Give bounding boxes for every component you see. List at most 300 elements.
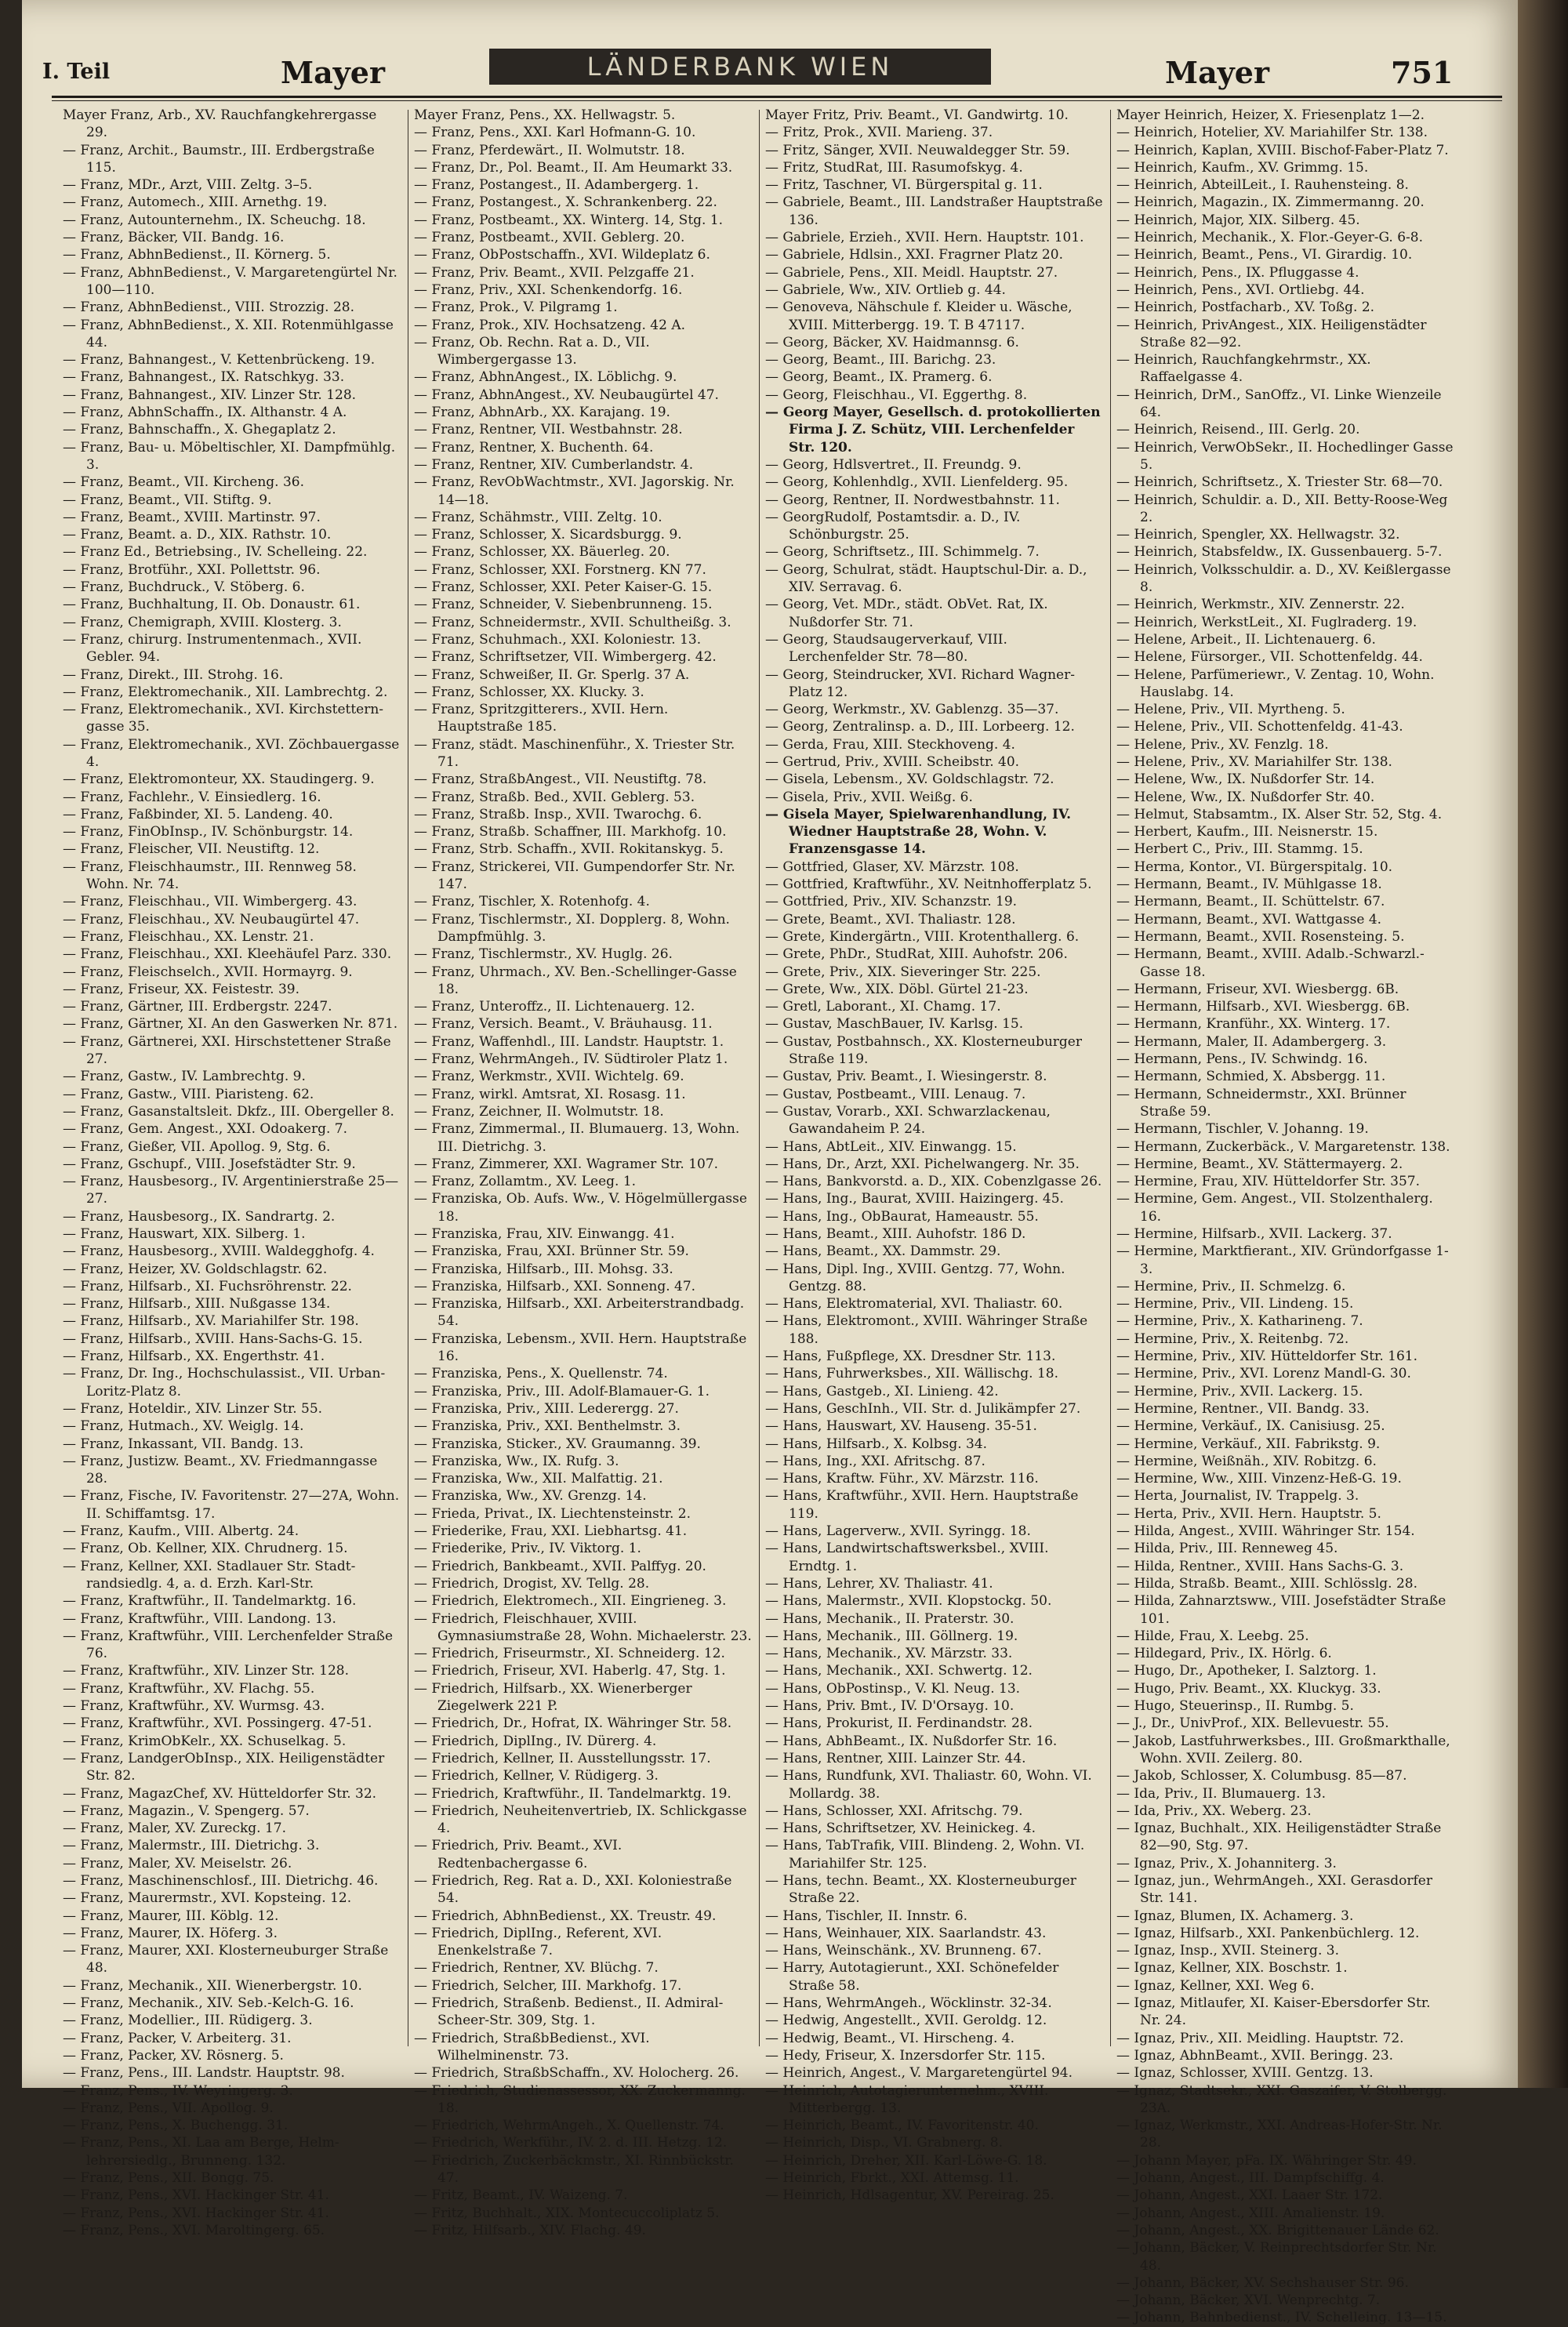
directory-entry: — Hermann, Beamt., XVII. Rosensteing. 5. (1116, 928, 1405, 945)
directory-entry: — Hans, Beamt., XX. Dammstr. 29. (765, 1243, 1001, 1260)
directory-entry: — Hans, Hauswart, XV. Hauseng. 35-51. (765, 1418, 1037, 1435)
directory-entry: — Hedwig, Angestellt., XVII. Geroldg. 12. (765, 2013, 1047, 2029)
directory-entry: — Franz, Zeichner, II. Wolmutstr. 18. (414, 1103, 664, 1120)
directory-entry: — Hans, Weinhauer, XIX. Saarlandstr. 43. (765, 1925, 1047, 1941)
directory-entry: — Franz, Fleischhaumstr., III. Rennweg 58. Wohn. Nr. 74. (63, 859, 357, 893)
directory-entry: — Friedrich, DiplIng., Referent, XVI. Enenkelstraße 7. (414, 1925, 662, 1959)
directory-entry: — Franz, Priv., XXI. Schenkendorfg. 16. (414, 281, 683, 298)
directory-entry: — Franz, AbhnArb., XX. Karajang. 19. (414, 405, 670, 421)
directory-entry: — Hermine, Beamt., XV. Stättermayerg. 2. (1116, 1156, 1403, 1172)
directory-entry: — Friedrich, Studienassessor, XX. Zuckermanng. 18. (414, 2082, 746, 2116)
directory-entry: — Franz, Pens., IV. Weyringerg. 3. (63, 2082, 293, 2099)
directory-entry: — Georg, Fleischhau., VI. Eggerthg. 8. (765, 387, 1028, 403)
directory-entry: — Franz, Bahnangest., V. Kettenbrückeng. 19. (63, 352, 376, 368)
directory-entry: — Friedrich, Friseurmstr., XI. Schneiderg. 12. (414, 1646, 725, 1662)
column-3 (765, 107, 1104, 2204)
directory-entry: — Hans, Malermstr., XVII. Klopstockg. 50. (765, 1593, 1052, 1610)
directory-entry: — Harry, Autotagierunt., XXI. Schönefelder Straße 58. (765, 1960, 1059, 1994)
directory-entry: — Hans, Beamt., XIII. Auhofstr. 186 D. (765, 1226, 1026, 1242)
directory-entry: — Heinrich, Beamt., IV. Favoritenstr. 40. (765, 2118, 1039, 2134)
directory-entry: — Friedrich, Kellner, V. Rüdigerg. 3. (414, 1768, 659, 1784)
running-head-right: Mayer (1165, 55, 1269, 90)
directory-entry: — Hans, GeschInh., VII. Str. d. Julikämpfer 27. (765, 1400, 1081, 1417)
directory-entry: — Franz, Pens., XVI. Maroltingerg. 65. (63, 2222, 325, 2238)
directory-entry: — Franz, Brotführ., XXI. Pollettstr. 96. (63, 561, 321, 578)
directory-entry: — Franz, Waffenhdl., III. Landstr. Hauptstr. 1. (414, 1033, 724, 1050)
directory-entry: — Hermine, Priv., X. Katharineng. 7. (1116, 1313, 1363, 1330)
directory-entry: — Hans, Elektromont., XVIII. Währinger Straße 188. (765, 1313, 1088, 1347)
directory-entry: — Ignaz, Priv., XII. Meidling. Hauptstr. 72. (1116, 2030, 1404, 2046)
directory-entry: — Gabriele, Hdlsin., XXI. Fragrner Platz 20. (765, 247, 1063, 263)
directory-entry: — Franz, Spritzgitterers., XVII. Hern. Hauptstraße 185. (414, 702, 669, 735)
directory-entry: Mayer Franz, Pens., XX. Hellwagstr. 5. (414, 107, 676, 123)
directory-entry: — Franz, Pens., XXI. Karl Hofmann-G. 10. (414, 125, 696, 141)
directory-entry: — Franz, Modellier., III. Rüdigerg. 3. (63, 2013, 313, 2029)
directory-entry: — Helene, Priv., XV. Fenzlg. 18. (1116, 736, 1329, 753)
directory-entry: — Franz, Kraftwführ., XV. Wurmsg. 43. (63, 1698, 325, 1715)
directory-entry: — Franz, Rentner, X. Buchenth. 64. (414, 439, 654, 456)
directory-entry: — Helene, Priv., XV. Mariahilfer Str. 138. (1116, 753, 1392, 770)
directory-entry: — Hans, TabTrafik, VIII. Blindeng. 2, Wohn. VI. Mariahilfer Str. 125. (765, 1838, 1085, 1871)
directory-entry: — Hans, techn. Beamt., XX. Klosterneuburger Straße 22. (765, 1872, 1076, 1907)
directory-entry: — Franz, Malermstr., III. Dietrichg. 3. (63, 1838, 320, 1854)
directory-entry: — Franz, Maschinenschlosf., III. Dietrichg. 46. (63, 1872, 379, 1889)
directory-entry: — Franz, Hausbesorg., IV. Argentinierstraße 25—27. (63, 1174, 399, 1207)
directory-entry: — Gottfried, Glaser, XV. Märzstr. 108. (765, 859, 1019, 875)
directory-entry: — Franz Ed., Betriebsing., IV. Schelleing. 22. (63, 544, 368, 561)
directory-entry: — Friedrich, StraßbSchaffn., XV. Holocherg. 26. (414, 2065, 739, 2082)
header-rule-thin (52, 100, 1502, 101)
directory-entry: — Friedrich, Dr., Hofrat, IX. Währinger Str. 58. (414, 1715, 732, 1732)
directory-entry: — Hermine, Priv., II. Schmelzg. 6. (1116, 1278, 1346, 1294)
directory-entry: — Ignaz, jun., WehrmAngeh., XXI. Gerasdorfer Str. 141. (1116, 1872, 1432, 1907)
directory-entry: — Helene, Parfümeriewr., V. Zentag. 10, Wohn. Hauslabg. 14. (1116, 666, 1435, 700)
directory-entry: — Franz, Archit., Baumstr., III. Erdbergstraße 115. (63, 142, 375, 176)
directory-entry: — Franz, Kraftwführ., XVI. Possingerg. 47-51. (63, 1715, 372, 1732)
directory-entry: — Gustav, MaschBauer, IV. Karlsg. 15. (765, 1016, 1024, 1033)
directory-entry: — Friedrich, Elektromech., XII. Eingrieneg. 3. (414, 1593, 727, 1610)
directory-entry: — Franz, Beamt., VII. Kircheng. 36. (63, 474, 305, 491)
directory-entry: — Franz, Gärtner, III. Erdbergstr. 2247. (63, 999, 332, 1015)
directory-entry: — Ignaz, Schlosser, XVIII. Gentzg. 13. (1116, 2065, 1374, 2082)
directory-entry: — Franz, Mechanik., XIV. Seb.-Kelch-G. 16. (63, 1995, 354, 2012)
directory-entry: — Franz, Maler, XV. Zureckg. 17. (63, 1821, 286, 1837)
directory-entry: — Heinrich, Schriftsetz., X. Triester Str. 68—70. (1116, 474, 1443, 491)
directory-entry: — Heinrich, Kaplan, XVIII. Bischof-Faber-Platz 7. (1116, 142, 1449, 158)
directory-entry: — Franz, Beamt., VII. Stiftg. 9. (63, 492, 272, 508)
directory-entry: — Franziska, Sticker., XV. Graumanng. 39. (414, 1436, 701, 1452)
directory-entry: — Franz, Tischlermstr., XI. Dopplerg. 8, Wohn. Dampfmühlg. 3. (414, 911, 730, 945)
directory-entry: — Franz, Straßb. Insp., XVII. Twarochg. 6. (414, 806, 702, 822)
directory-entry: — Franz, Ob. Kellner, XIX. Chrudnerg. 15. (63, 1541, 348, 1557)
directory-entry: — Gustav, Vorarb., XXI. Schwarzlackenau, Gawandaheim P. 24. (765, 1103, 1051, 1138)
directory-entry: — Franziska, Frau, XXI. Brünner Str. 59. (414, 1243, 689, 1260)
directory-entry: — Grete, Priv., XIX. Sieveringer Str. 225. (765, 964, 1041, 980)
directory-entry: — Gustav, Priv. Beamt., I. Wiesingerstr. 8. (765, 1069, 1047, 1085)
directory-entry: — Franz, Kraftwführ., II. Tandelmarktg. 16. (63, 1593, 357, 1610)
directory-entry: — Franz, Pens., VII. Apollog. 9. (63, 2100, 274, 2116)
directory-entry: — Herbert C., Priv., III. Stammg. 15. (1116, 841, 1363, 858)
directory-entry: — Hans, Mechanik., XV. Märzstr. 33. (765, 1646, 1013, 1662)
directory-entry: — Hans, Fußpflege, XX. Dresdner Str. 113. (765, 1349, 1056, 1365)
directory-entry: — Franz, Strb. Schaffn., XVII. Rokitanskyg. 5. (414, 841, 724, 858)
directory-entry: — Helene, Ww., IX. Nußdorfer Str. 40. (1116, 789, 1375, 805)
directory-entry: Mayer Fritz, Priv. Beamt., VI. Gandwirtg. 10. (765, 107, 1069, 123)
directory-entry: — Franz, Justizw. Beamt., XV. Friedmanngasse 28. (63, 1453, 378, 1487)
directory-entry: — Georg, Staudsaugerverkauf, VIII. Lerchenfelder Str. 78—80. (765, 631, 1007, 666)
directory-entry: — Franz, wirkl. Amtsrat, XI. Rosasg. 11. (414, 1086, 686, 1102)
directory-entry: — Franz, Hausbesorg., IX. Sandrartg. 2. (63, 1208, 336, 1225)
directory-entry: — Franz, Bahnschaffn., X. Ghegaplatz 2. (63, 422, 336, 438)
directory-entry: — Friedrich, AbhnBedienst., XX. Treustr. 49. (414, 1908, 717, 1924)
directory-entry: — Franz, Straßb. Schaffner, III. Markhofg. 10. (414, 824, 727, 840)
directory-entry: — Franziska, Ww., IX. Rufg. 3. (414, 1453, 619, 1469)
directory-entry: — Hilda, Priv., III. Renneweg 45. (1116, 1541, 1338, 1557)
directory-entry: — Hugo, Dr., Apotheker, I. Salztorg. 1. (1116, 1663, 1377, 1679)
directory-entry: — Franz, Chemigraph, XVIII. Klosterg. 3. (63, 614, 342, 630)
directory-entry: — Franz, Zimmermal., II. Blumauerg. 13, Wohn. III. Dietrichg. 3. (414, 1121, 740, 1155)
directory-entry: Mayer Heinrich, Heizer, X. Friesenplatz 1—2. (1116, 107, 1425, 123)
directory-entry: — Herta, Priv., XVII. Hern. Hauptstr. 5. (1116, 1505, 1381, 1522)
directory-entry: — Georg, Beamt., IX. Pramerg. 6. (765, 369, 993, 386)
directory-entry: — Gottfried, Priv., XIV. Schanzstr. 19. (765, 894, 1018, 910)
directory-entry: — Hans, Ing., Baurat, XVIII. Haizingerg. 45. (765, 1191, 1064, 1207)
directory-entry: — Franz, Tischlermstr., XV. Huglg. 26. (414, 946, 673, 963)
directory-entry: — Hermine, Ww., XIII. Vinzenz-Heß-G. 19. (1116, 1471, 1402, 1487)
directory-entry: — Jakob, Lastfuhrwerksbes., III. Großmarkthalle, Wohn. XVII. Zeilerg. 80. (1116, 1733, 1450, 1766)
directory-entry: — Frieda, Privat., IX. Liechtensteinstr. 2. (414, 1505, 691, 1522)
directory-entry: — Franz, Hilfsarb., XV. Mariahilfer Str. 198. (63, 1313, 359, 1330)
directory-entry: — Hans, Mechanik., III. Göllnerg. 19. (765, 1628, 1018, 1644)
directory-entry: — Franz, Fleischselch., XVII. Hormayrg. 9. (63, 964, 353, 980)
directory-entry: — Franz, Schlosser, X. Sicardsburgg. 9. (414, 527, 682, 543)
directory-entry: — GeorgRudolf, Postamtsdir. a. D., IV. Schönburgstr. 25. (765, 509, 1021, 543)
directory-entry: — Franz, Rentner, VII. Westbahnstr. 28. (414, 422, 683, 438)
directory-entry: — Heinrich, Autotagierunternehm., XVIII. Mitterbergg. 13. (765, 2082, 1049, 2116)
directory-entry: — Franz, Elektromonteur, XX. Staudingerg. 9. (63, 771, 375, 788)
directory-entry: — Franziska, Priv., XXI. Benthelmstr. 3. (414, 1418, 681, 1435)
directory-entry: — Franz, Fachlehr., V. Einsiedlerg. 16. (63, 789, 321, 805)
directory-entry: — Franz, Gastw., VIII. Piaristeng. 62. (63, 1086, 314, 1102)
directory-entry: — Heinrich, Disp., VI. Grabnerg. 8. (765, 2135, 1003, 2151)
directory-entry: — Hans, Kraftwführ., XVII. Hern. Hauptstraße 119. (765, 1488, 1079, 1522)
directory-entry: — Franziska, Priv., III. Adolf-Blamauer-G. 1. (414, 1383, 710, 1399)
directory-entry: — Ida, Priv., II. Blumauerg. 13. (1116, 1785, 1326, 1802)
directory-entry: — Hans, Ing., ObBaurat, Hameaustr. 55. (765, 1208, 1039, 1225)
directory-entry: — Franz, Pens., XVI. Hackinger Str. 41. (63, 2187, 329, 2204)
directory-entry: — Franz, Heizer, XV. Goldschlagstr. 62. (63, 1261, 328, 1277)
directory-entry: — Franz, Kraftwführ., VIII. Lerchenfelder Straße 76. (63, 1628, 394, 1662)
directory-entry: — Franz, Bäcker, VII. Bandg. 16. (63, 230, 285, 246)
directory-entry: — Hans, Schlosser, XXI. Afritschg. 79. (765, 1802, 1023, 1819)
directory-entry: — Helene, Ww., IX. Nußdorfer Str. 14. (1116, 771, 1375, 788)
directory-entry: — Franz, Schlosser, XXI. Forstnerg. KN 77. (414, 561, 706, 578)
directory-entry: — Franz, Tischler, X. Rotenhofg. 4. (414, 894, 650, 910)
directory-entry: — Franz, Fleischhau., XX. Lenstr. 21. (63, 928, 314, 945)
directory-entry: — Franz, Friseur, XX. Feistestr. 39. (63, 981, 299, 997)
directory-entry: — Franz, Fleischer, VII. Neustiftg. 12. (63, 841, 320, 858)
directory-entry: — Georg, Beamt., III. Barichg. 23. (765, 352, 996, 368)
directory-entry: — Hilde, Frau, X. Leebg. 25. (1116, 1628, 1309, 1644)
directory-entry: — Franz, Postbeamt., XVII. Geblerg. 20. (414, 230, 685, 246)
directory-entry: — Ignaz, Stadtsekr., XXI. Gaszaifer, V. Stolbergg. 23A. (1116, 2082, 1447, 2116)
directory-entry: — Hermann, Beamt., XVIII. Adalb.-Schwarzl.-Gasse 18. (1116, 946, 1425, 980)
column-4 (1116, 107, 1455, 2326)
directory-entry: — Heinrich, Beamt., Pens., VI. Girardig. 10. (1116, 247, 1413, 263)
directory-entry: — Helene, Priv., VII. Schottenfeldg. 41-43. (1116, 719, 1403, 735)
directory-entry: — Franz, Postangest., X. Schrankenberg. 22. (414, 194, 717, 211)
directory-entry: — Georg, Schulrat, städt. Hauptschul-Dir. a. D., XIV. Serravag. 6. (765, 561, 1087, 596)
directory-entry: — Hans, Elektromaterial, XVI. Thaliastr. 60. (765, 1296, 1063, 1312)
directory-entry: — Johann, Bäcker, V. Reinprechtsdorfer Str. Nr. 48. (1116, 2240, 1437, 2274)
directory-entry: — Friedrich, Fleischhauer, XVIII. Gymnasiumstraße 28, Wohn. Michaelerstr. 23. (414, 1610, 752, 1644)
directory-entry: — Franziska, Ob. Aufs. Ww., V. Högelmüllergasse 18. (414, 1191, 747, 1225)
directory-entry: — Georg, Hdlsvertret., II. Freundg. 9. (765, 456, 1022, 473)
directory-entry: — Franz, Maurer, III. Köblg. 12. (63, 1908, 279, 1924)
directory-entry: — Johann, Bäcker, XVI. Wenprechtg. 7. (1116, 2293, 1381, 2309)
directory-entry: — Heinrich, Major, XIX. Silberg. 45. (1116, 212, 1360, 228)
directory-entry: — Hugo, Priv. Beamt., XX. Kluckyg. 33. (1116, 1680, 1381, 1697)
directory-entry: — Franz, Elektromechanik., XVI. Zöchbauergasse 4. (63, 736, 400, 770)
directory-entry: — Franz, chirurg. Instrumentenmach., XVII. Gebler. 94. (63, 631, 362, 666)
directory-entry: — Johann, Bahnbedienst., IV. Schelleing. 13—15. (1116, 2310, 1447, 2326)
directory-entry: — Johann, Angest., XIII. Amalienstr. 19. (1116, 2205, 1385, 2221)
directory-entry: — Franziska, Ww., XII. Malfattig. 21. (414, 1471, 663, 1487)
directory-entry: — Hans, Lagerverw., XVII. Syringg. 18. (765, 1523, 1031, 1540)
directory-entry: — Hans, Prokurist, II. Ferdinandstr. 28. (765, 1715, 1033, 1732)
directory-entry: — Hans, AbtLeit., XIV. Einwangg. 15. (765, 1138, 1017, 1155)
directory-entry: — Friedrich, Rentner, XV. Blüchg. 7. (414, 1960, 659, 1977)
directory-entry: — Franz, Schlosser, XX. Bäuerleg. 20. (414, 544, 670, 561)
directory-entry: — Ignaz, Buchhalt., XIX. Heiligenstädter Straße 82—90, Stg. 97. (1116, 1821, 1442, 1854)
directory-entry: — Franz, Bahnangest., IX. Ratschkyg. 33. (63, 369, 345, 386)
directory-entry: — Georg, Vet. MDr., städt. ObVet. Rat, IX. Nußdorfer Str. 71. (765, 597, 1048, 630)
directory-entry: — Hermann, Beamt., II. Schüttelstr. 67. (1116, 894, 1385, 910)
directory-entry: — Ignaz, Kellner, XIX. Boschstr. 1. (1116, 1960, 1348, 1977)
directory-entry: — Hans, ObPostinsp., V. Kl. Neug. 13. (765, 1680, 1021, 1697)
directory-entry: — Franz, RevObWachtmstr., XVI. Jagorskig. Nr. 14—18. (414, 474, 735, 508)
directory-entry: — Franz, Prok., V. Pilgramg 1. (414, 299, 618, 316)
directory-entry: — Friederike, Frau, XXI. Liebhartsg. 41. (414, 1523, 688, 1540)
directory-entry: — Franz, Hilfsarb., XI. Fuchsröhrenstr. 22. (63, 1278, 352, 1294)
directory-entry: — Franz, Zollamtm., XV. Leeg. 1. (414, 1174, 637, 1190)
directory-entry: — Gabriele, Ww., XIV. Ortlieb g. 44. (765, 281, 1006, 298)
directory-entry: — Helmut, Stabsamtm., IX. Alser Str. 52, Stg. 4. (1116, 806, 1443, 822)
directory-entry: — Hans, WehrmAngeh., Wöcklinstr. 32-34. (765, 1995, 1052, 2012)
directory-entry: — Franz, AbhnBedienst., X. XII. Rotenmühlgasse 44. (63, 317, 394, 350)
directory-entry: — Hermine, Weißnäh., XIV. Robitzg. 6. (1116, 1453, 1377, 1469)
directory-entry: — Hermine, Rentner., VII. Bandg. 33. (1116, 1400, 1370, 1417)
directory-entry: — Franz, Kaufm., VIII. Albertg. 24. (63, 1523, 299, 1540)
running-head-left: Mayer (281, 55, 385, 90)
directory-entry: — Franz, LandgerObInsp., XIX. Heiligenstädter Str. 82. (63, 1750, 385, 1784)
directory-entry: — Heinrich, Stabsfeldw., IX. Gussenbauerg. 5-7. (1116, 544, 1443, 561)
directory-entry: — Friedrich, Werkführ., IV. 2. d. III. Hetzg. 12. (414, 2135, 728, 2151)
directory-entry: — Gerda, Frau, XIII. Steckhoveng. 4. (765, 736, 1015, 753)
directory-entry: — Hans, Schriftsetzer, XV. Heinickeg. 4. (765, 1821, 1036, 1837)
directory-entry: — Franziska, Lebensm., XVII. Hern. Hauptstraße 16. (414, 1330, 747, 1365)
directory-entry: — Hermine, Verkäuf., XII. Fabrikstg. 9. (1116, 1436, 1381, 1452)
directory-entry: — Hermann, Beamt., XVI. Wattgasse 4. (1116, 911, 1382, 928)
column-2 (414, 107, 753, 2238)
directory-entry: — Franz, Hutmach., XV. Weiglg. 14. (63, 1418, 304, 1435)
directory-entry: — Heinrich, Volksschuldir. a. D., XV. Keißlergasse 8. (1116, 561, 1451, 596)
directory-entry: — Franz, Gärtner, XI. An den Gaswerken Nr. 871. (63, 1016, 398, 1033)
directory-entry: — Hermann, Zuckerbäck., V. Margaretenstr. 138. (1116, 1138, 1450, 1155)
directory-entry: — Franz, Hausbesorg., XVIII. Waldegghofg. 4. (63, 1243, 375, 1260)
directory-entry: — Franz, Bau- u. Möbeltischler, XI. Dampfmühlg. 3. (63, 439, 396, 473)
directory-entry: — Franz, Gschupf., VIII. Josefstädter Str. 9. (63, 1156, 356, 1172)
directory-entry: — Franz, Packer, V. Arbeiterg. 31. (63, 2030, 292, 2046)
directory-entry: — Franz, KrimObKelr., XX. Schuselkag. 5. (63, 1733, 347, 1749)
directory-entry: — Heinrich, Werkmstr., XIV. Zennerstr. 22. (1116, 597, 1405, 613)
directory-entry: — Heinrich, Angest., V. Margaretengürtel 94. (765, 2065, 1073, 2082)
directory-entry: — Ignaz, Insp., XVII. Steinerg. 3. (1116, 1943, 1339, 1959)
directory-entry: — Ida, Priv., XX. Weberg. 23. (1116, 1802, 1312, 1819)
directory-entry: — Franziska, Hilfsarb., III. Mohsg. 33. (414, 1261, 673, 1277)
directory-entry: — Franz, Pens., XVI. Hackinger Str. 41. (63, 2205, 329, 2221)
directory-entry: — Georg, Bäcker, XV. Haidmannsg. 6. (765, 334, 1019, 350)
directory-entry: — Franz, Buchhaltung, II. Ob. Donaustr. 61. (63, 597, 361, 613)
directory-entry: — Hermann, Maler, II. Adambergerg. 3. (1116, 1033, 1387, 1050)
directory-entry: — Franz, AbhnBedienst., V. Margaretengürtel Nr. 100—110. (63, 264, 397, 298)
directory-entry: — Hermann, Tischler, V. Johanng. 19. (1116, 1121, 1369, 1138)
directory-entry: — Hans, Hilfsarb., X. Kolbsg. 34. (765, 1436, 988, 1452)
directory-entry: — Johann, Angest., XX. Brigittenauer Lände 62. (1116, 2222, 1439, 2238)
directory-entry: — Franz, Elektromechanik., XII. Lambrechtg. 2. (63, 684, 388, 700)
directory-entry: — Franz, Fleischhau., XXI. Kleehäufel Parz. 330. (63, 946, 392, 963)
directory-entry: — Georg, Rentner, II. Nordwestbahnstr. 11. (765, 492, 1060, 508)
directory-entry: — Friedrich, StraßbBedienst., XVI. Wilhelminenstr. 73. (414, 2030, 650, 2064)
directory-entry: — Hermine, Priv., XVI. Lorenz Mandl-G. 30. (1116, 1366, 1411, 1382)
directory-entry: — Franz, Hilfsarb., XIII. Nußgasse 134. (63, 1296, 331, 1312)
directory-entry: — Friedrich, Selcher, III. Markhofg. 17. (414, 1977, 682, 1994)
directory-entry: — Heinrich, Reisend., III. Gerlg. 20. (1116, 422, 1360, 438)
directory-entry: — Heinrich, Mechanik., X. Flor.-Geyer-G. 6-8. (1116, 230, 1424, 246)
directory-entry: — Franz, AbhnSchaffn., IX. Althanstr. 4 A. (63, 405, 347, 421)
directory-entry: — Friedrich, Hilfsarb., XX. Wienerberger Ziegelwerk 221 P. (414, 1680, 692, 1715)
directory-entry: — Franz, Postangest., II. Adambergerg. 1. (414, 177, 699, 194)
directory-entry: — Franz, Gießer, VII. Apollog. 9, Stg. 6. (63, 1138, 331, 1155)
directory-entry: — Franziska, Pens., X. Quellenstr. 74. (414, 1366, 668, 1382)
directory-entry: — Hermann, Schneidermstr., XXI. Brünner Straße 59. (1116, 1086, 1406, 1120)
directory-entry: — Franz, Straßb. Bed., XVII. Geblerg. 53. (414, 789, 695, 805)
directory-entry: — Fritz, Taschner, VI. Bürgerspital g. 11. (765, 177, 1043, 194)
directory-entry: — Franz, Inkassant, VII. Bandg. 13. (63, 1436, 304, 1452)
directory-entry: — Ignaz, AbhnBeamt., XVII. Beringg. 23. (1116, 2047, 1394, 2064)
directory-entry: — Grete, Beamt., XVI. Thaliastr. 128. (765, 911, 1016, 928)
directory-entry: — Hermine, Priv., XIV. Hütteldorfer Str. 161. (1116, 1349, 1417, 1365)
directory-entry: — Franz, Buchdruck., V. Stöberg. 6. (63, 579, 305, 596)
directory-entry: — Heinrich, Hdlsagentur, XV. Pereirag. 25. (765, 2187, 1054, 2204)
directory-entry: — Grete, Ww., XIX. Döbl. Gürtel 21-23. (765, 981, 1029, 997)
directory-entry: — Franz, Gärtnerei, XXI. Hirschstettener Straße 27. (63, 1033, 391, 1068)
column-1 (63, 107, 401, 2238)
column-divider (1110, 110, 1111, 2046)
directory-entry: — Hans, Dr., Arzt, XXI. Pichelwangerg. Nr. 35. (765, 1156, 1080, 1172)
directory-entry: — Johann, Bäcker, XV. Sechshauser Str. 96. (1116, 2274, 1409, 2291)
directory-entry: — Gisela, Priv., XVII. Weißg. 6. (765, 789, 973, 805)
directory-entry: — Gabriele, Erzieh., XVII. Hern. Hauptstr. 101. (765, 230, 1084, 246)
directory-entry: — Hermine, Hilfsarb., XVII. Lackerg. 37. (1116, 1226, 1392, 1242)
directory-entry: — Franz, Elektromechanik., XVI. Kirchstettern-gasse 35. (63, 702, 384, 735)
directory-entry: — Gustav, Postbeamt., VIII. Lenaug. 7. (765, 1086, 1026, 1102)
directory-entry: — Friedrich, Drogist, XV. Tellg. 28. (414, 1575, 650, 1592)
directory-entry: — Franziska, Priv., XIII. Lederergg. 27. (414, 1400, 679, 1417)
directory-entry: — Georg Mayer, Gesellsch. d. protokollierten Firma J. Z. Schütz, VIII. Lerchenfelder Str. 120. (765, 405, 1101, 456)
directory-entry: — Franz, Packer, XV. Rösnerg. 5. (63, 2047, 284, 2064)
directory-entry: — Franz, AbhnAngest., IX. Löblichg. 9. (414, 369, 677, 386)
directory-entry: — Franz, Hilfsarb., XX. Engerthstr. 41. (63, 1349, 325, 1365)
directory-entry: — Ignaz, Mitlaufer, XI. Kaiser-Ebersdorfer Str. Nr. 24. (1116, 1995, 1431, 2029)
directory-entry: — Franz, Schlosser, XXI. Peter Kaiser-G. 15. (414, 579, 713, 596)
directory-entry: — Hugo, Steuerinsp., II. Rumbg. 5. (1116, 1698, 1354, 1715)
directory-entry: — Fritz, Prok., XVII. Marieng. 37. (765, 125, 993, 141)
directory-entry: — Ignaz, Priv., X. Johanniterg. 3. (1116, 1855, 1337, 1871)
directory-entry: — Herta, Journalist, IV. Trappelg. 3. (1116, 1488, 1359, 1505)
directory-entry: — Georg, Werkmstr., XV. Gablenzg. 35—37. (765, 702, 1059, 718)
directory-entry: — Friedrich, Kraftwführ., II. Tandelmarktg. 19. (414, 1785, 731, 1802)
directory-entry: — Gustav, Postbahnsch., XX. Klosterneuburger Straße 119. (765, 1033, 1082, 1068)
directory-entry: — Georg, Kohlenhdlg., XVII. Lienfelderg. 95. (765, 474, 1069, 491)
directory-entry: — Heinrich, Kaufm., XV. Grimmg. 15. (1116, 159, 1369, 176)
directory-entry: — Hermann, Hilfsarb., XVI. Wiesbergg. 6B. (1116, 999, 1410, 1015)
directory-entry: — Franz, Kraftwführ., XV. Flachg. 55. (63, 1680, 315, 1697)
directory-entry: — Hans, Bankvorstd. a. D., XIX. Cobenzlgasse 26. (765, 1174, 1102, 1190)
directory-entry: — Hans, Kraftw. Führ., XV. Märzstr. 116. (765, 1471, 1039, 1487)
directory-entry: — Franz, FinObInsp., IV. Schönburgstr. 14. (63, 824, 354, 840)
directory-entry: — Friedrich, Zuckerbäckmstr., XI. Rinnbückstr. 47. (414, 2152, 734, 2187)
directory-entry: — Herma, Kontor., VI. Bürgerspitalg. 10. (1116, 859, 1393, 875)
directory-entry: — Franz, Maurer, XXI. Klosterneuburger Straße 48. (63, 1943, 389, 1977)
directory-entry: — Hilda, Zahnarztsww., VIII. Josefstädter Straße 101. (1116, 1593, 1446, 1627)
directory-entry: — Hans, Rentner, XIII. Lainzer Str. 44. (765, 1750, 1026, 1766)
directory-entry: — Fritz, Hilfsarb., XIV. Flachg. 49. (414, 2222, 646, 2238)
directory-entry: — Friedrich, Priv. Beamt., XVI. Redtenbachergasse 6. (414, 1838, 622, 1871)
directory-entry: — Hans, Fuhrwerksbes., XII. Wällischg. 18. (765, 1366, 1059, 1382)
column-divider (759, 110, 760, 2046)
directory-entry: — Friedrich, DiplIng., IV. Dürerg. 4. (414, 1733, 657, 1749)
directory-entry: — Johann, Angest., XXI. Laaer Str. 172. (1116, 2187, 1383, 2204)
directory-entry: — Hermann, Kranführ., XX. Winterg. 17. (1116, 1016, 1391, 1033)
directory-entry: — Franz, Mechanik., XII. Wienerbergstr. 10. (63, 1977, 362, 1994)
directory-entry: — Franz, Schlosser, XX. Klucky. 3. (414, 684, 644, 700)
directory-entry: — Franz, Magazin., V. Spengerg. 57. (63, 1802, 310, 1819)
directory-entry: — Friedrich, Reg. Rat a. D., XXI. Koloniestraße 54. (414, 1872, 732, 1907)
directory-entry: — Hans, Ing., XXI. Afritschg. 87. (765, 1453, 985, 1469)
directory-entry: — Hermine, Verkäuf., IX. Canisiusg. 25. (1116, 1418, 1385, 1435)
directory-entry: — Hans, Mechanik., II. Praterstr. 30. (765, 1610, 1014, 1627)
directory-entry: — Ignaz, Werkmstr., XXI. Andreas-Hofer-Str. Nr. 28. (1116, 2118, 1443, 2151)
directory-entry: — Georg, Schriftsetz., III. Schimmelg. 7. (765, 544, 1040, 561)
directory-entry: — Grete, PhDr., StudRat, XIII. Auhofstr. 206. (765, 946, 1068, 963)
directory-entry: — Franziska, Frau, XIV. Einwangg. 41. (414, 1226, 675, 1242)
directory-page (22, 0, 1527, 2326)
directory-entry: — Helene, Fürsorger., VII. Schottenfeldg. 44. (1116, 649, 1423, 666)
directory-entry: — Franz, Kraftwführ., VIII. Landong. 13. (63, 1610, 336, 1627)
directory-entry: — Franz, Bahnangest., XIV. Linzer Str. 128. (63, 387, 357, 403)
directory-entry: — Friedrich, Friseur, XVI. Haberlg. 47, Stg. 1. (414, 1663, 726, 1679)
directory-entry: — Franz, AbhnAngest., XV. Neubaugürtel 47. (414, 387, 719, 403)
directory-entry: — Hedwig, Beamt., VI. Hirscheng. 4. (765, 2030, 1015, 2046)
directory-entry: — Franziska, Hilfsarb., XXI. Arbeiterstrandbadg. 54. (414, 1296, 745, 1330)
directory-entry: — Franz, Prok., XIV. Hochsatzeng. 42 A. (414, 317, 686, 333)
directory-entry: Mayer Franz, Arb., XV. Rauchfangkehrergasse 29. (63, 107, 377, 141)
directory-entry: — Franziska, Hilfsarb., XXI. Sonneng. 47. (414, 1278, 696, 1294)
directory-entry: — Franz, Pens., XII. Bongg. 75. (63, 2170, 274, 2187)
directory-entry: — Hildegard, Priv., IX. Hörlg. 6. (1116, 1646, 1332, 1662)
directory-entry: — Franz, Kellner, XXI. Stadlauer Str. Stadt-randsiedlg. 4, a. d. Erzh. Karl-Str. (63, 1558, 356, 1592)
